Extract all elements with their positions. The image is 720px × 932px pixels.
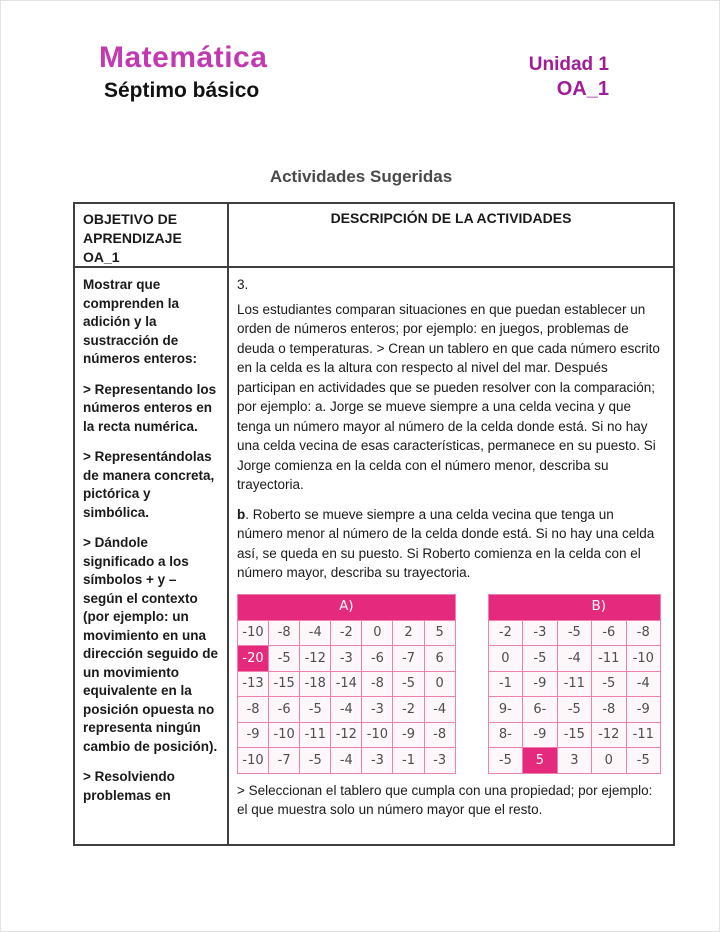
activity-number: 3. xyxy=(237,277,249,292)
board-cell: -13 xyxy=(238,672,268,697)
board-cell: 0 xyxy=(424,672,455,697)
board-cell: -3 xyxy=(361,697,392,722)
board-cell: -10 xyxy=(361,723,392,748)
board-cell: -4 xyxy=(424,697,455,722)
section-title: Actividades Sugeridas xyxy=(269,167,453,186)
board-cell: -11 xyxy=(299,723,330,748)
board-cell: 0 xyxy=(489,646,522,671)
activity-paragraph-2 xyxy=(237,505,661,583)
board-cell: -9 xyxy=(626,697,660,722)
objetivo-paragraph: > Dándole significado a los símbolos + y – según el contexto (por ejemplo: un movimiento en una dirección seguido de un movimiento equivalente en la posición opuesta no representa ningún cambio de posición). xyxy=(83,535,219,754)
board-cell: -4 xyxy=(330,697,361,722)
board-cell: -1 xyxy=(489,672,522,697)
board-b-label: B) xyxy=(591,598,606,615)
objetivo-paragraph: > Representando los números enteros en la recta numérica. xyxy=(83,381,217,434)
board-cell: 8- xyxy=(489,723,522,748)
board-cell: 6 xyxy=(424,646,455,671)
page-subtitle: Séptimo básico xyxy=(104,79,260,102)
board-a-grid xyxy=(238,620,455,773)
board-row xyxy=(489,620,660,646)
board-b xyxy=(488,594,661,774)
objetivo-paragraph: > Representándolas de manera concreta, pictórica y simbólica. xyxy=(83,449,215,520)
board-row xyxy=(238,747,455,773)
board-cell: -3 xyxy=(522,621,556,646)
number-boards xyxy=(237,594,661,774)
board-cell: -8 xyxy=(268,621,299,646)
board-row xyxy=(238,645,455,671)
objetivo-header: OBJETIVO DE APRENDIZAJE OA_1 xyxy=(75,204,229,268)
board-a xyxy=(237,594,456,774)
board-cell: -2 xyxy=(392,697,423,722)
board-cell: 5 xyxy=(424,621,455,646)
board-cell: -5 xyxy=(522,646,556,671)
board-cell: -9 xyxy=(238,723,268,748)
descripcion-header: DESCRIPCIÓN DE LA ACTIVIDADES xyxy=(229,204,673,268)
board-cell: -20 xyxy=(238,646,268,671)
board-cell: 2 xyxy=(392,621,423,646)
activity-paragraph-3: > Seleccionan el tablero que cumpla con una propiedad; por ejemplo: el que muestra solo un número mayor que el resto. xyxy=(237,782,653,817)
board-cell: -3 xyxy=(424,748,455,773)
board-cell: -4 xyxy=(299,621,330,646)
unit-block xyxy=(529,54,609,102)
board-cell: -15 xyxy=(268,672,299,697)
board-cell: -12 xyxy=(299,646,330,671)
board-cell: -12 xyxy=(591,723,625,748)
board-cell: -5 xyxy=(299,697,330,722)
paragraph-b-rest: . Roberto se mueve siempre a una celda vecina que tenga un número menor al número de la celda donde está. Si no hay una celda así, se queda en su puesto. Si Roberto comienza en la celda con el número mayor, describa su trayectoria. xyxy=(237,506,655,580)
board-cell: -1 xyxy=(392,748,423,773)
board-cell: -9 xyxy=(522,672,556,697)
board-cell: -4 xyxy=(626,672,660,697)
board-cell: -11 xyxy=(626,723,660,748)
board-cell: -6 xyxy=(268,697,299,722)
board-cell: -14 xyxy=(330,672,361,697)
board-row xyxy=(489,671,660,697)
oa-label: OA_1 xyxy=(556,78,609,100)
objetivo-paragraph: > Resolviendo problemas en xyxy=(83,769,175,803)
board-a-header xyxy=(238,595,455,620)
board-cell: -2 xyxy=(330,621,361,646)
board-cell: -10 xyxy=(268,723,299,748)
board-cell: -9 xyxy=(522,723,556,748)
board-b-header xyxy=(489,595,660,620)
board-cell: -4 xyxy=(557,646,591,671)
board-row xyxy=(489,645,660,671)
board-cell: -4 xyxy=(330,748,361,773)
board-cell: -18 xyxy=(299,672,330,697)
board-cell: -5 xyxy=(626,748,660,773)
board-cell: 5 xyxy=(522,748,556,773)
board-cell: -8 xyxy=(591,697,625,722)
board-cell: 0 xyxy=(361,621,392,646)
activity-paragraph-1: Los estudiantes comparan situaciones en que puedan establecer un orden de números enteros; por ejemplo: en juegos, problemas de deuda o temperaturas. > Crean un tablero en que cada número escrito en la celda es la altura con respecto al nivel del mar. Después participan en actividades que se pueden resolver con la comparación; por ejemplo: a. Jorge se mueve siempre a una celda vecina y que tenga un número mayor al número de la celda donde está. Si no hay una celda vecina de esas características, permanece en su puesto. Si Jorge comienza en la celda con el número menor, describa su trayectoria. xyxy=(237,301,660,492)
board-row xyxy=(238,696,455,722)
board-cell: -15 xyxy=(557,723,591,748)
board-cell: -10 xyxy=(238,621,268,646)
board-cell: -5 xyxy=(557,621,591,646)
board-cell: -10 xyxy=(626,646,660,671)
objetivo-paragraph: Mostrar que comprenden la adición y la sustracción de números enteros: xyxy=(83,277,198,366)
board-row xyxy=(238,722,455,748)
board-cell: -3 xyxy=(361,748,392,773)
board-row xyxy=(489,747,660,773)
objetivo-cell xyxy=(75,268,229,844)
board-cell: -5 xyxy=(557,697,591,722)
descripcion-cell xyxy=(229,268,673,844)
board-cell: -7 xyxy=(392,646,423,671)
board-cell: -5 xyxy=(591,672,625,697)
board-cell: -12 xyxy=(330,723,361,748)
board-cell: -8 xyxy=(238,697,268,722)
board-cell: -6 xyxy=(361,646,392,671)
activities-table xyxy=(73,202,675,846)
board-cell: -5 xyxy=(299,748,330,773)
board-b-grid xyxy=(489,620,660,773)
board-cell: -6 xyxy=(591,621,625,646)
board-cell: -3 xyxy=(330,646,361,671)
board-cell: -5 xyxy=(489,748,522,773)
board-row xyxy=(489,722,660,748)
board-cell: -8 xyxy=(626,621,660,646)
board-row xyxy=(489,696,660,722)
board-cell: -5 xyxy=(392,672,423,697)
board-cell: 0 xyxy=(591,748,625,773)
board-cell: -8 xyxy=(424,723,455,748)
board-cell: 3 xyxy=(557,748,591,773)
board-a-label: A) xyxy=(339,598,354,615)
unit-label: Unidad 1 xyxy=(528,54,609,75)
board-cell: -10 xyxy=(238,748,268,773)
board-cell: -2 xyxy=(489,621,522,646)
board-cell: -7 xyxy=(268,748,299,773)
board-row xyxy=(238,671,455,697)
board-cell: 6- xyxy=(522,697,556,722)
board-cell: -8 xyxy=(361,672,392,697)
board-cell: -11 xyxy=(557,672,591,697)
board-row xyxy=(238,620,455,646)
board-cell: -11 xyxy=(591,646,625,671)
board-cell: -5 xyxy=(268,646,299,671)
board-cell: -9 xyxy=(392,723,423,748)
page-title: Matemática xyxy=(99,41,268,74)
board-cell: 9- xyxy=(489,697,522,722)
paragraph-b-lead: b xyxy=(237,506,246,522)
